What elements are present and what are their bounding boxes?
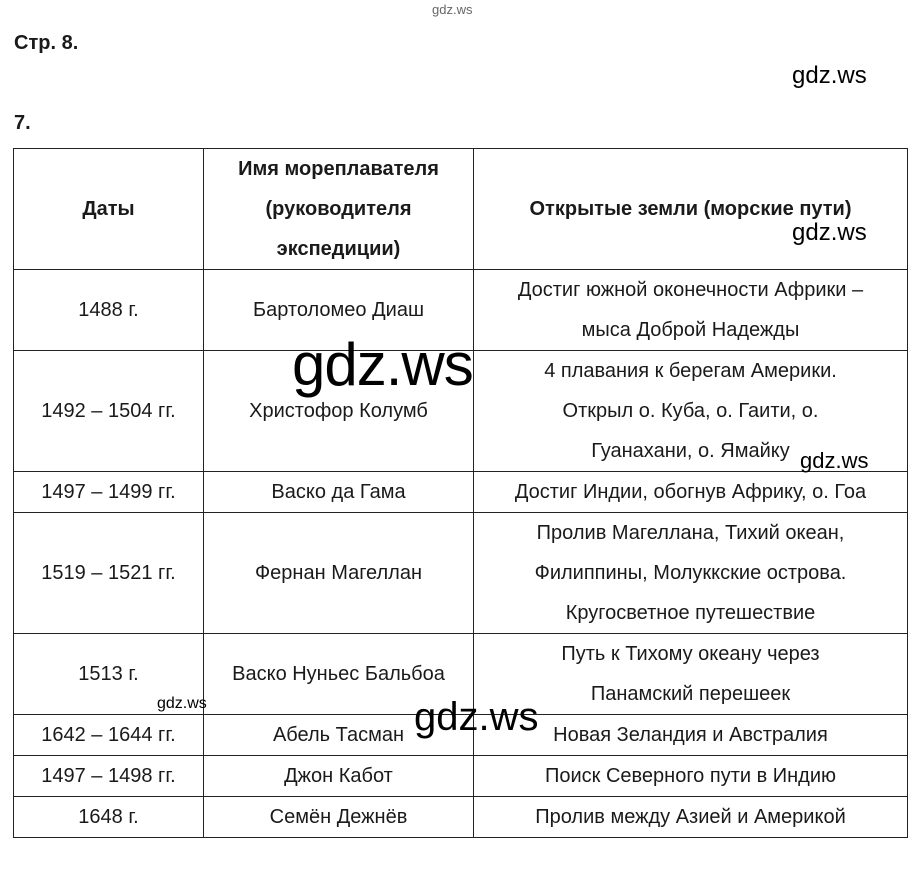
lands-line: Филиппины, Молуккские острова.: [534, 562, 847, 584]
cell-date: 1513 г.: [14, 634, 204, 715]
lands-line: Открыл о. Куба, о. Гаити, о.: [562, 400, 819, 422]
cell-name: Фернан Магеллан: [204, 513, 474, 634]
watermark: gdz.ws: [414, 695, 539, 739]
cell-lands: [474, 756, 908, 797]
cell-date: 1648 г.: [14, 797, 204, 838]
header-navigator: [204, 149, 474, 270]
cell-lands: [474, 472, 908, 513]
cell-name: Бартоломео Диаш: [204, 270, 474, 351]
table-row: [14, 756, 908, 797]
cell-date: 1497 – 1498 гг.: [14, 756, 204, 797]
cell-name: Васко Нуньес Бальбоа: [204, 634, 474, 715]
cell-date: 1488 г.: [14, 270, 204, 351]
cell-lands: [474, 513, 908, 634]
watermark: gdz.ws: [292, 331, 473, 398]
watermark: gdz.ws: [432, 2, 473, 17]
table-row: [14, 472, 908, 513]
lands-line: Кругосветное путешествие: [565, 602, 816, 624]
cell-name: Семён Дежнёв: [204, 797, 474, 838]
lands-line: Пролив Магеллана, Тихий океан,: [536, 522, 845, 544]
header-dates: Даты: [14, 149, 204, 270]
header-lands: Открытые земли (морские пути): [474, 149, 908, 270]
lands-line: Новая Зеландия и Австралия: [553, 724, 828, 746]
lands-line: Достиг Индии, обогнув Африку, о. Гоа: [514, 481, 867, 503]
cell-date: 1492 – 1504 гг.: [14, 351, 204, 472]
table-row: [14, 513, 908, 634]
table-header-row: [14, 149, 908, 270]
watermark: gdz.ws: [157, 695, 207, 712]
header-navigator-line: Имя мореплавателя: [238, 158, 439, 180]
lands-line: мыса Доброй Надежды: [581, 319, 800, 341]
header-navigator-line: (руководителя: [265, 198, 412, 220]
watermark: gdz.ws: [800, 448, 869, 473]
cell-lands: [474, 270, 908, 351]
lands-line: Поиск Северного пути в Индию: [544, 765, 837, 787]
table-row: [14, 797, 908, 838]
cell-name: Абель Тасман: [204, 715, 474, 756]
lands-line: Панамский перешеек: [590, 683, 791, 705]
lands-line: Путь к Тихому океану через: [561, 643, 820, 665]
lands-line: Пролив между Азией и Америкой: [535, 806, 846, 828]
cell-date: 1642 – 1644 гг.: [14, 715, 204, 756]
cell-lands: [474, 797, 908, 838]
cell-lands: [474, 715, 908, 756]
cell-date: 1497 – 1499 гг.: [14, 472, 204, 513]
lands-line: 4 плавания к берегам Америки.: [544, 360, 837, 382]
watermark: gdz.ws: [792, 62, 867, 89]
cell-name: Васко да Гама: [204, 472, 474, 513]
lands-line: Достиг южной оконечности Африки –: [517, 279, 864, 301]
task-number: 7.: [14, 112, 31, 134]
watermark: gdz.ws: [792, 219, 867, 246]
page-label: Стр. 8.: [14, 32, 79, 54]
cell-lands: [474, 634, 908, 715]
cell-name: Джон Кабот: [204, 756, 474, 797]
cell-name: Христофор Колумб: [204, 351, 474, 472]
lands-line: Гуанахани, о. Ямайку: [591, 440, 790, 462]
cell-date: 1519 – 1521 гг.: [14, 513, 204, 634]
header-navigator-line: экспедиции): [276, 238, 401, 260]
